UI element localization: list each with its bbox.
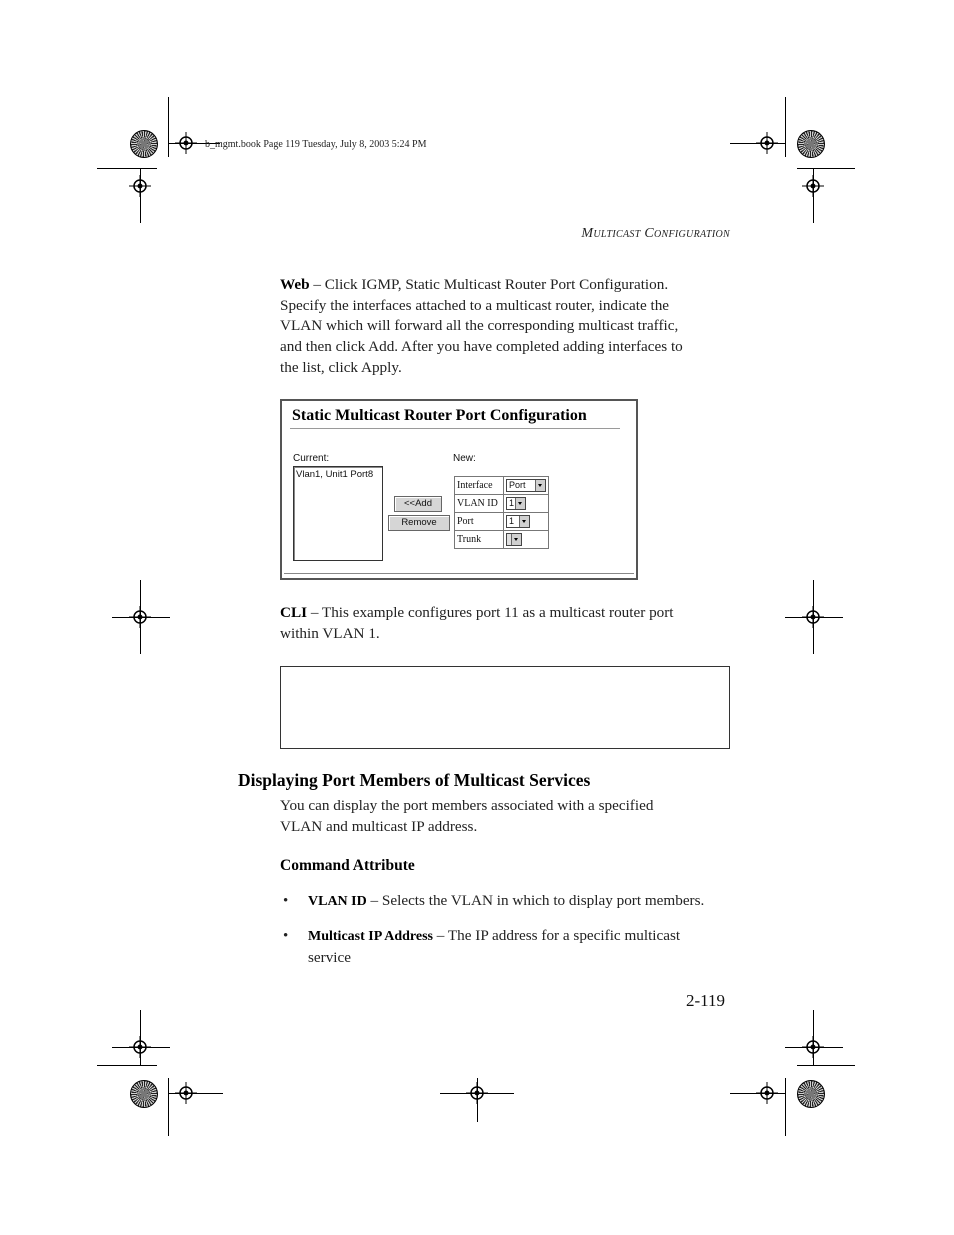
web-label: Web [280,276,310,293]
chevron-down-icon [519,516,529,527]
crosshair-icon [756,132,778,154]
chevron-down-icon [535,480,545,491]
interface-label: Interface [455,477,504,495]
bullet-icon: • [283,893,289,909]
cli-paragraph [280,603,740,644]
add-button[interactable]: <<Add [394,496,442,512]
web-line-1: – Click IGMP, Static Multicast Router Port Configuration. [309,276,669,293]
trunk-select [506,533,522,546]
crosshair-icon [129,1036,151,1058]
bullet-term: Multicast IP Address [308,929,433,944]
current-label: Current: [293,453,330,464]
vlan-id-label: VLAN ID [455,495,504,513]
chevron-down-icon [511,534,521,545]
cli-line-2: within VLAN 1. [280,624,380,642]
crosshair-icon [175,132,197,154]
list-item: Multicast IP Address – The IP address for a specific multicast service [308,927,681,966]
crosshair-icon [802,606,824,628]
trunk-label: Trunk [455,531,504,549]
crosshair-icon [802,175,824,197]
book-slug: b_mgmt.book Page 119 Tuesday, July 8, 2003 5:24 PM [205,139,427,150]
registration-rosette-icon [130,130,158,158]
new-label: New: [453,453,476,464]
current-list[interactable] [293,466,383,561]
list-item: VLAN ID – Selects the VLAN in which to display port members. [308,892,705,909]
section-heading: Displaying Port Members of Multicast Services [238,770,591,790]
remove-button[interactable]: Remove [388,515,450,531]
attribute-list [0,891,954,981]
web-line-2: Specify the interfaces attached to a multicast router, indicate the [280,296,670,314]
web-line-5: the list, click Apply. [280,358,402,376]
cli-label: CLI [280,604,308,621]
section-line-2: VLAN and multicast IP address. [280,817,478,835]
crosshair-icon [802,1036,824,1058]
chevron-down-icon [515,498,525,509]
screenshot-title: Static Multicast Router Port Configuration [292,407,587,424]
registration-rosette-icon [797,1080,825,1108]
web-paragraph [280,275,740,379]
bullet-term: VLAN ID [308,894,367,909]
web-line-3: VLAN which will forward all the corresponding multicast traffic, [280,317,679,335]
crosshair-icon [466,1082,488,1104]
crosshair-icon [129,606,151,628]
subheading: Command Attribute [280,857,415,874]
interface-select[interactable]: Port [506,479,546,492]
page-number: 2-119 [686,991,726,1010]
registration-rosette-icon [130,1080,158,1108]
running-head: Multicast Configuration [581,226,730,241]
cli-example-box [280,666,730,749]
bullet-icon: • [283,928,289,944]
config-screenshot [280,399,638,580]
cli-line-1: – This example configures port 11 as a multicast router port [307,604,674,621]
port-select[interactable]: 1 [506,515,530,528]
registration-rosette-icon [797,130,825,158]
list-item[interactable]: Vlan1, Unit1 Port8 [296,469,374,480]
crosshair-icon [175,1082,197,1104]
crosshair-icon [756,1082,778,1104]
new-entry-table [454,476,549,549]
vlan-id-select[interactable]: 1 [506,497,526,510]
crosshair-icon [129,175,151,197]
port-label: Port [455,513,504,531]
section-intro [280,796,740,837]
section-line-1: You can display the port members associated with a specified [280,797,654,814]
web-line-4: and then click Add. After you have completed adding interfaces to [280,338,683,356]
